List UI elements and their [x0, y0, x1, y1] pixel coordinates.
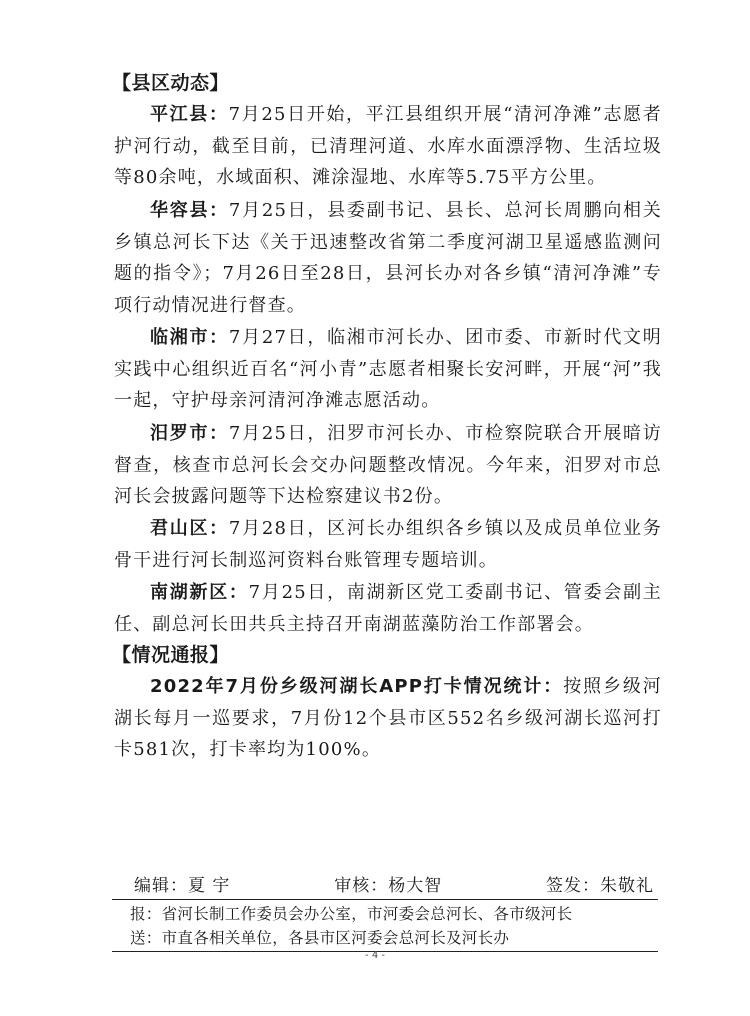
news-item-nanhu: [114, 577, 662, 640]
section-heading-situation-report: 【情况通报】: [112, 644, 230, 666]
send-to-line: 送：市直各相关单位，各县市区河委会总河长及河长办: [130, 929, 510, 947]
news-item-miluo: [114, 418, 662, 513]
signature-row: [134, 871, 654, 896]
item-text: 7月25日开始，平江县组织开展“清河净滩”志愿者护河行动，截至目前，已清理河道、水库水面漂浮物、生活垃圾等80余吨，水域面积、滩涂湿地、水库等5.75平方公里。: [114, 104, 662, 188]
item-lead: 君山区：: [150, 518, 229, 539]
item-text: 7月25日，汨罗市河长办、市检察院联合开展暗访督查，核查市总河长会交办问题整改情况。今年来，汨罗对市总河长会披露问题等下达检察建议书2份。: [114, 423, 662, 507]
item-lead: 2022年7月份乡级河湖长APP打卡情况统计：: [150, 676, 564, 697]
item-text: 7月27日，临湘市河长办、团市委、市新时代文明实践中心组织近百名“河小青”志愿者相聚长安河畔，开展“河”我一起，守护母亲河清河净滩志愿活动。: [114, 327, 662, 411]
report-to-line: 报：省河长制工作委员会办公室，市河委会总河长、各市级河长: [130, 905, 573, 923]
reviewer-label: 审核：杨大智: [334, 876, 443, 896]
editor-label: 编辑：夏 宇: [134, 876, 231, 896]
news-item-pingjiang: [114, 99, 662, 194]
news-item-huarong: [114, 195, 662, 321]
item-lead: 平江县：: [150, 104, 229, 125]
divider-top: [112, 899, 658, 900]
item-text: 7月25日，南湖新区党工委副书记、管委会副主任、副总河长田共兵主持召开南湖蓝藻防治工作部署会。: [114, 582, 662, 635]
issuer-label: 签发：朱敬礼: [546, 876, 654, 896]
news-item-linxiang: [114, 322, 662, 417]
section-heading-county-news: 【县区动态】: [112, 72, 230, 94]
item-text: 7月28日，区河长办组织各乡镇以及成员单位业务骨干进行河长制巡河资料台账管理专题培训。: [114, 518, 662, 571]
item-text: 按照乡级河湖长每月一巡要求，7月份12个县市区552名乡级河湖长巡河打卡581次，打卡率均为100%。: [114, 676, 662, 760]
item-lead: 华容县：: [150, 200, 229, 221]
item-lead: 临湘市：: [150, 327, 229, 348]
news-item-junshan: [114, 513, 662, 576]
item-lead: 汨罗市：: [150, 423, 229, 444]
item-lead: 南湖新区：: [150, 582, 249, 603]
item-text: 7月25日，县委副书记、县长、总河长周鹏向相关乡镇总河长下达《关于迅速整改省第二季度河湖卫星遥感监测问题的指令》；7月26日至28日，县河长办对各乡镇“清河净滩”专项行动情况进行督查。: [114, 200, 662, 316]
report-item-app-checkin: [114, 671, 662, 766]
page-number: - 4 -: [365, 950, 385, 961]
